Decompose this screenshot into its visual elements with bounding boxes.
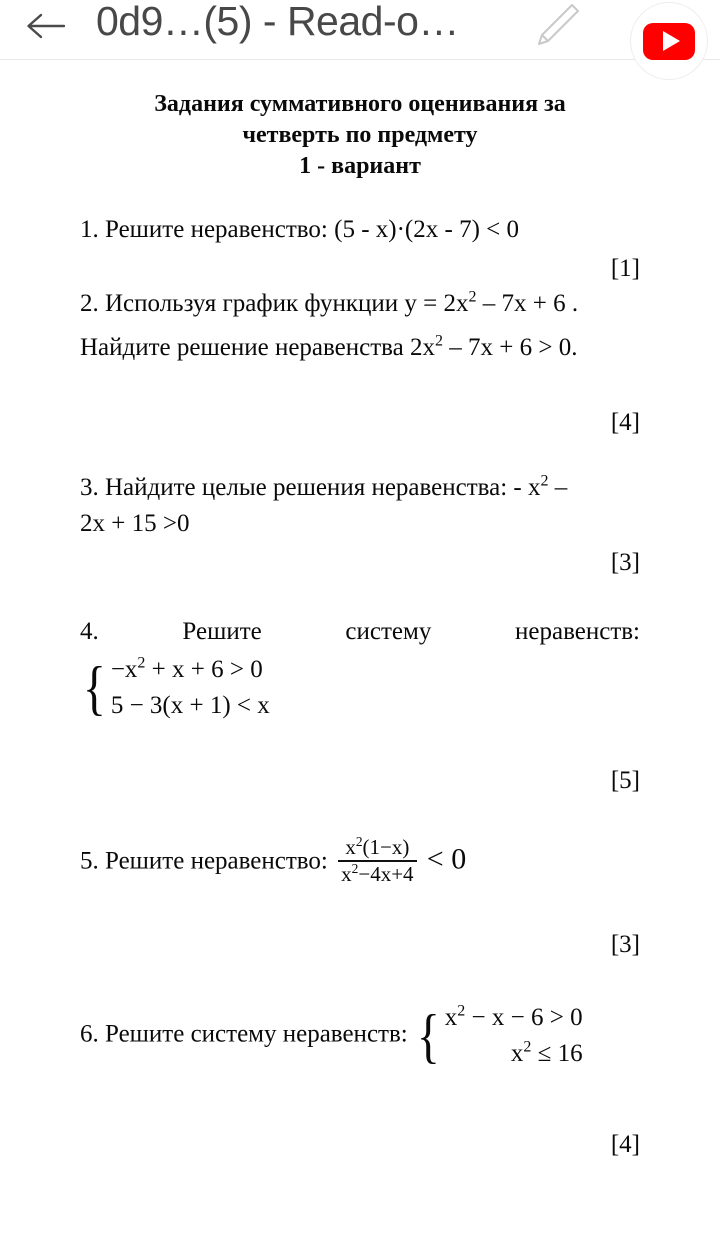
page-title-line-1: Задания суммативного оценивания за — [154, 91, 566, 117]
fraction-numerator: $x^2(1-x)$ — [345, 834, 410, 859]
exponent: 2 — [468, 288, 477, 306]
task-item — [80, 212, 640, 248]
task-item — [80, 834, 640, 888]
relation-operator: < 0 — [426, 842, 467, 876]
fraction-denominator: $x^2-4x+4$ — [338, 860, 416, 886]
exponent: 2 — [540, 472, 549, 490]
task-text-cont: – 7x + 6 > 0. — [443, 334, 578, 361]
app-bar — [0, 0, 720, 60]
youtube-icon — [643, 23, 695, 60]
task-word: систему — [345, 618, 432, 645]
task-marks: [5] — [610, 767, 640, 794]
page-title-line-2: четверть по предмету — [242, 122, 478, 148]
task-number: 6. — [80, 1020, 99, 1048]
task-item — [80, 470, 640, 542]
task-word: неравенств: — [515, 618, 640, 645]
exponent: 2 — [137, 654, 146, 672]
task-marks: [3] — [610, 549, 640, 576]
task-text: Решите неравенство: (5 - x)·(2x - 7) < 0 — [105, 216, 520, 243]
curly-brace-icon: { — [82, 655, 106, 721]
pencil-icon[interactable] — [532, 3, 582, 51]
system-line-1: $-x^2 + x + 6 > 0$ — [110, 654, 263, 683]
task-marks: [4] — [610, 409, 640, 436]
inequality-system — [80, 652, 640, 724]
task-item — [80, 286, 640, 366]
task-marks: [1] — [610, 255, 640, 282]
task-word: Решите — [182, 618, 262, 645]
task-text-cont: – — [548, 474, 568, 501]
exponent: 2 — [351, 861, 359, 876]
document-title: 0d9…(5) - Read-o… — [96, 0, 459, 44]
task-line — [80, 470, 640, 506]
task-text: Решите неравенство: — [105, 847, 328, 875]
task-number: 3. — [80, 474, 99, 501]
exponent: 2 — [457, 1002, 466, 1020]
task-number: 5. — [80, 847, 99, 875]
task-text: Решите систему неравенств: — [105, 1020, 408, 1048]
task-text: Найдите решение неравенства 2x — [80, 334, 435, 361]
fraction — [338, 836, 416, 886]
system-line-1: $x^2 - x - 6 > 0$ — [444, 1002, 583, 1031]
task-marks: [4] — [610, 1131, 640, 1158]
page-title-line-3: 1 - вариант — [299, 153, 421, 179]
task-line — [80, 330, 640, 366]
task-text: Используя график функции y = 2x — [105, 290, 469, 317]
task-item — [80, 1000, 640, 1072]
exponent: 2 — [435, 332, 443, 350]
exponent: 2 — [355, 834, 363, 849]
task-line — [80, 614, 640, 650]
page-title — [80, 89, 640, 182]
document-page — [0, 61, 720, 1162]
curly-brace-icon: { — [416, 1003, 440, 1069]
task-number: 1. — [80, 216, 99, 243]
exponent: 2 — [523, 1038, 532, 1056]
back-arrow-icon[interactable] — [22, 6, 68, 46]
task-text: Найдите целые решения неравенства: - x — [105, 474, 541, 501]
task-text-cont: – 7x + 6 . — [476, 290, 579, 317]
task-item — [80, 614, 640, 724]
system-line-2: $x^2 \le 16$ — [510, 1038, 583, 1067]
task-number: 2. — [80, 290, 99, 317]
task-line — [80, 286, 640, 322]
task-number: 4. — [80, 618, 99, 645]
system-line-2: 5 − 3(x + 1) < x — [110, 692, 270, 719]
task-line: 2x + 15 >0 — [80, 510, 190, 537]
task-marks: [3] — [610, 931, 640, 958]
play-triangle-icon — [663, 31, 680, 51]
inequality-system — [414, 1000, 583, 1072]
